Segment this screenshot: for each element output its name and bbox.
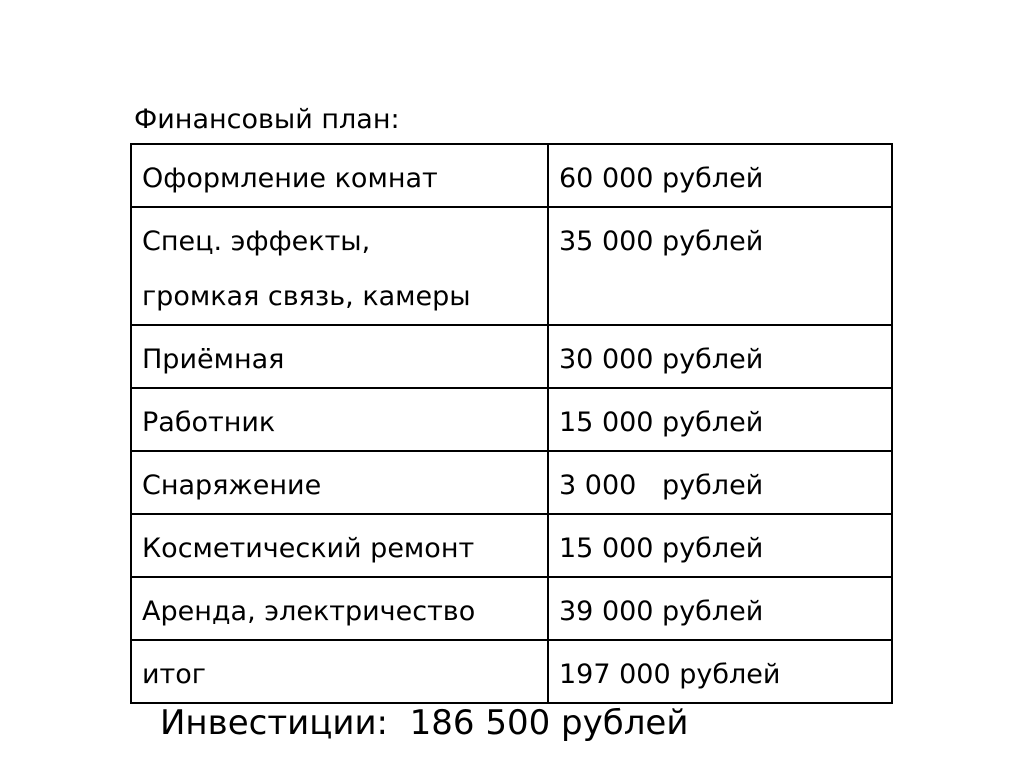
table-row <box>131 514 892 577</box>
item-cell: Снаряжение <box>131 451 548 514</box>
amount-cell: 3 000 рублей <box>548 451 892 514</box>
table-row <box>131 388 892 451</box>
item-cell: Работник <box>131 388 548 451</box>
amount-cell: 60 000 рублей <box>548 144 892 207</box>
item-cell: Приёмная <box>131 325 548 388</box>
table-row <box>131 577 892 640</box>
total-row <box>131 640 892 703</box>
amount-cell: 15 000 рублей <box>548 514 892 577</box>
item-line: Спец. эффекты, <box>142 226 371 257</box>
total-amount-cell: 197 000 рублей <box>548 640 892 703</box>
amount-cell: 35 000 рублей <box>548 207 892 325</box>
amount-cell: 30 000 рублей <box>548 325 892 388</box>
item-cell: Косметический ремонт <box>131 514 548 577</box>
financial-plan-table <box>130 143 893 704</box>
table-row <box>131 144 892 207</box>
item-cell: Аренда, электричество <box>131 577 548 640</box>
item-cell <box>131 207 548 325</box>
item-cell: Оформление комнат <box>131 144 548 207</box>
plan-title: Финансовый план: <box>134 104 400 135</box>
table-row <box>131 325 892 388</box>
amount-cell: 39 000 рублей <box>548 577 892 640</box>
investments-line: Инвестиции: 186 500 рублей <box>160 703 689 743</box>
item-line: громкая связь, камеры <box>142 281 471 312</box>
amount-cell: 15 000 рублей <box>548 388 892 451</box>
total-label-cell: итог <box>131 640 548 703</box>
table-row <box>131 451 892 514</box>
table-row <box>131 207 892 325</box>
